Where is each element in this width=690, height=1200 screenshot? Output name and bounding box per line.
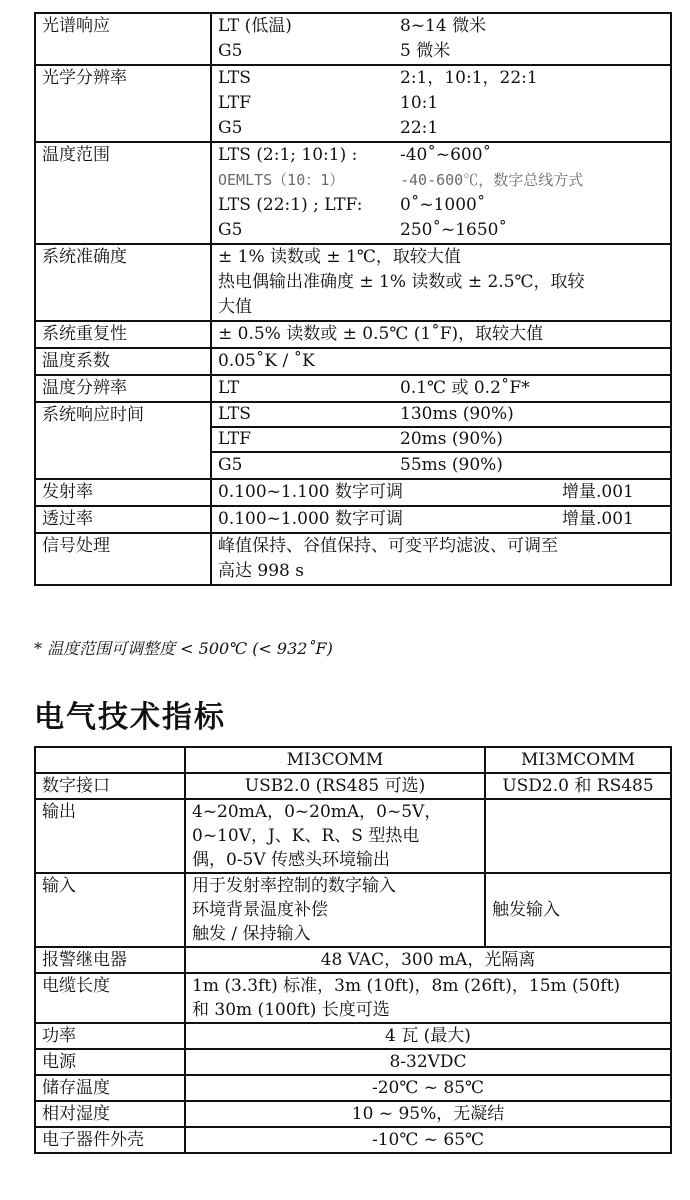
row-label: 透过率: [35, 506, 211, 533]
cell: 峰值保持、谷值保持、可变平均滤波、可调至 高达 998 s: [211, 533, 671, 585]
table-row: [35, 873, 671, 947]
table-row: [35, 947, 671, 973]
table-row: [35, 348, 671, 375]
table-header-row: [35, 747, 671, 773]
table-row: [35, 402, 671, 479]
row-label: 系统准确度: [35, 244, 211, 321]
cell: G5: [218, 41, 243, 61]
electrical-table: [34, 746, 672, 1154]
row-label: 功率: [35, 1023, 185, 1049]
cell: 130ms (90%): [400, 404, 514, 424]
table-row: [35, 479, 671, 506]
table-row: [35, 973, 671, 1023]
cell: USD2.0 和 RS485: [485, 773, 671, 799]
cell: 10:1: [400, 93, 439, 113]
cell: LT (低温): [218, 16, 292, 36]
cell: 4~20mA，0~20mA，0~5V， 0~10V，J、K、R、S 型热电 偶，0-5V 传感头环境输出: [185, 799, 485, 873]
cell: LTS (22:1) ; LTF:: [218, 195, 363, 215]
row-label: 光谱响应: [35, 13, 211, 65]
row-label: 发射率: [35, 479, 211, 506]
table-row: [35, 375, 671, 402]
cell: 8~14 微米: [400, 16, 487, 36]
cell: -40-600℃，数字总线方式: [400, 171, 584, 189]
cell: [485, 799, 671, 873]
cell: LTF: [218, 93, 252, 113]
cell: 4 瓦 (最大): [185, 1023, 671, 1049]
cell: G5: [218, 220, 243, 240]
row-label: 相对湿度: [35, 1101, 185, 1127]
cell: 增量.001: [562, 482, 634, 502]
footnote: * 温度范围可调整度 < 500℃ (< 932˚F): [34, 639, 333, 658]
cell: -10℃ ~ 65℃: [185, 1127, 671, 1153]
row-label: 电源: [35, 1049, 185, 1075]
cell: OEMLTS（10：1）: [218, 171, 345, 189]
row-label: 温度系数: [35, 348, 211, 375]
cell: -40˚~600˚: [400, 145, 492, 165]
table-row: [35, 13, 671, 65]
table-row: [35, 244, 671, 321]
cell: 5 微米: [400, 41, 451, 61]
table-row: [35, 65, 671, 142]
cell: G5: [218, 118, 243, 138]
cell: 20ms (90%): [400, 429, 503, 449]
table-row: [35, 1101, 671, 1127]
cell: -20℃ ~ 85℃: [185, 1075, 671, 1101]
cell: 2:1，10:1，22:1: [400, 68, 538, 88]
cell: LTF: [218, 429, 252, 449]
table-row: [35, 1075, 671, 1101]
cell: 10 ~ 95%，无凝结: [185, 1101, 671, 1127]
cell: ± 1% 读数或 ± 1℃，取较大值 热电偶输出准确度 ± 1% 读数或 ± 2.5℃，取较 大值: [211, 244, 671, 321]
table-row: [35, 533, 671, 585]
cell: 触发输入: [485, 873, 671, 947]
table-row: [35, 321, 671, 348]
row-label: 输入: [35, 873, 185, 947]
row-label: 系统重复性: [35, 321, 211, 348]
table-row: [35, 799, 671, 873]
row-label: 储存温度: [35, 1075, 185, 1101]
row-label: 温度分辨率: [35, 375, 211, 402]
header-cell: [35, 747, 185, 773]
row-label: 温度范围: [35, 142, 211, 244]
cell: G5: [218, 455, 243, 475]
table-row: [35, 1049, 671, 1075]
cell: 1m (3.3ft) 标准，3m (10ft)，8m (26ft)，15m (50ft) 和 30m (100ft) 长度可选: [185, 973, 671, 1023]
cell: 250˚~1650˚: [400, 220, 507, 240]
cell: LTS: [218, 404, 251, 424]
section-title: 电气技术指标: [34, 700, 226, 735]
cell: 0.100~1.100 数字可调: [218, 482, 403, 502]
spec-table: [34, 12, 672, 586]
table-row: [35, 506, 671, 533]
table-row: [35, 773, 671, 799]
cell: 0˚~1000˚: [400, 195, 486, 215]
table-row: [35, 142, 671, 244]
cell: 0.100~1.000 数字可调: [218, 509, 403, 529]
cell: 0.1℃ 或 0.2˚F*: [400, 378, 530, 398]
cell: LTS: [218, 68, 251, 88]
cell: 8-32VDC: [185, 1049, 671, 1075]
row-label: 报警继电器: [35, 947, 185, 973]
cell: USB2.0 (RS485 可选): [185, 773, 485, 799]
table-row: [35, 1023, 671, 1049]
row-label: 系统响应时间: [35, 402, 211, 479]
cell: 用于发射率控制的数字输入 环境背景温度补偿 触发 / 保持输入: [185, 873, 485, 947]
row-label: 电子器件外壳: [35, 1127, 185, 1153]
row-label: 信号处理: [35, 533, 211, 585]
row-label: 电缆长度: [35, 973, 185, 1023]
cell: 22:1: [400, 118, 439, 138]
row-label: 输出: [35, 799, 185, 873]
row-label: 光学分辨率: [35, 65, 211, 142]
cell: 增量.001: [562, 509, 634, 529]
header-cell: MI3COMM: [185, 747, 485, 773]
cell: ± 0.5% 读数或 ± 0.5℃ (1˚F)，取较大值: [211, 321, 671, 348]
row-label: 数字接口: [35, 773, 185, 799]
table-row: [35, 1127, 671, 1153]
cell: LT: [218, 378, 240, 398]
cell: LTS (2:1; 10:1) :: [218, 145, 358, 165]
header-cell: MI3MCOMM: [485, 747, 671, 773]
cell: 0.05˚K / ˚K: [211, 348, 671, 375]
cell: 55ms (90%): [400, 455, 503, 475]
cell: 48 VAC，300 mA，光隔离: [185, 947, 671, 973]
